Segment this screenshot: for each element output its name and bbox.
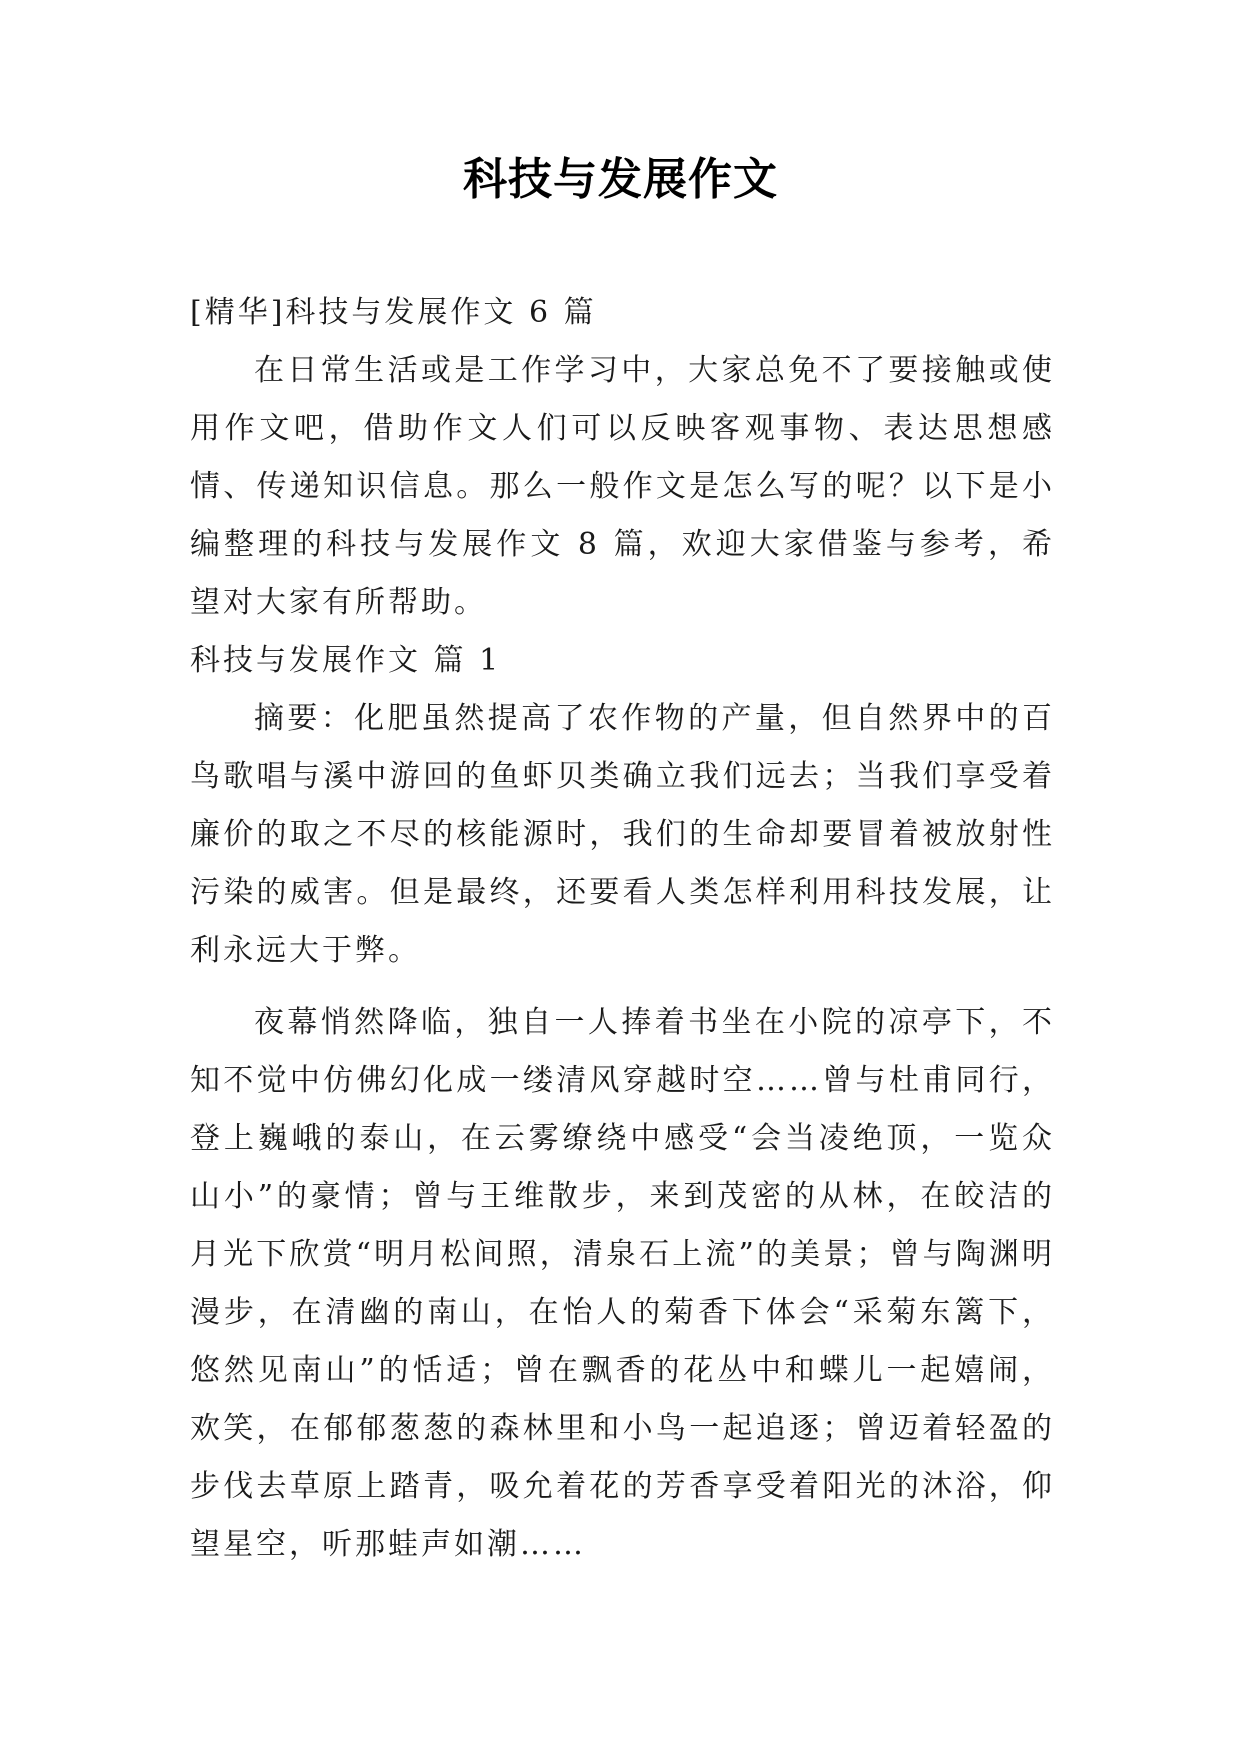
body-paragraph: 摘要：化肥虽然提高了农作物的产量，但自然界中的百鸟歌唱与溪中游回的鱼虾贝类确立我们远去；当我们享受着廉价的取之不尽的核能源时，我们的生命却要冒着被放射性污染的威害。但是最终，还要看人类怎样利用科技发展，让利永远大于弊。 xyxy=(190,701,1055,968)
intro-paragraph: 在日常生活或是工作学习中，大家总免不了要接触或使用作文吧，借助作文人们可以反映客观事物、表达思想感情、传递知识信息。那么一般作文是怎么写的呢？以下是小编整理的科技与发展作文 8 篇，欢迎大家借鉴与参考，希望对大家有所帮助。 xyxy=(190,353,1055,620)
section-heading: 科技与发展作文 篇 1 xyxy=(190,643,502,678)
document-body xyxy=(190,284,1055,1574)
document-title: 科技与发展作文 xyxy=(463,154,778,205)
body-paragraph: 夜幕悄然降临，独自一人捧着书坐在小院的凉亭下，不知不觉中仿佛幻化成一缕清风穿越时空……曾与杜甫同行，登上巍峨的泰山，在云雾缭绕中感受“会当凌绝顶，一览众山小”的豪情；曾与王维散步，来到茂密的从林，在皎洁的月光下欣赏“明月松间照，清泉石上流”的美景；曾与陶渊明漫步，在清幽的南山，在怡人的菊香下体会“采菊东篱下，悠然见南山”的恬适；曾在飘香的花丛中和蝶儿一起嬉闹，欢笑，在郁郁葱葱的森林里和小鸟一起追逐；曾迈着轻盈的步伐去草原上踏青，吸允着花的芳香享受着阳光的沐浴，仰望星空，听那蛙声如潮…… xyxy=(190,1005,1055,1562)
document-subtitle: [精华]科技与发展作文 6 篇 xyxy=(190,295,597,330)
